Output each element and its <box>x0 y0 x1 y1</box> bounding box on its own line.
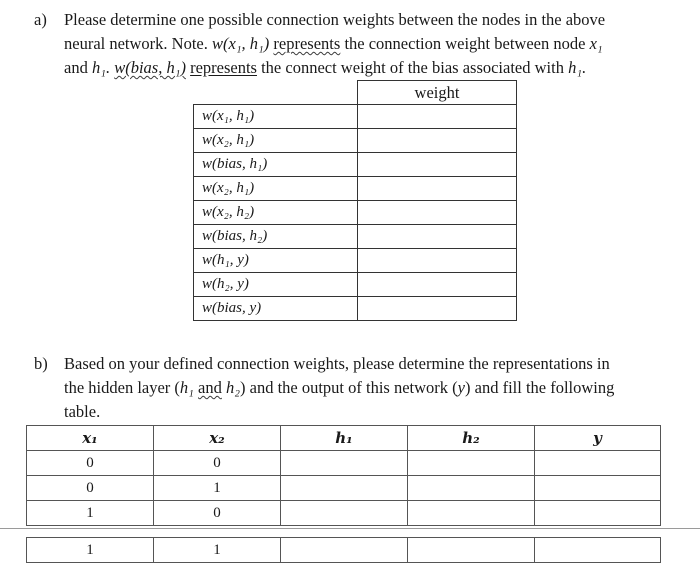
header-h1: h₁ <box>281 426 408 451</box>
header-h2: h₂ <box>408 426 535 451</box>
table-row <box>194 225 517 249</box>
header-x1: x₁ <box>27 426 154 451</box>
table-row <box>27 501 661 526</box>
question-b-line-1: Based on your defined connection weights, please determine the representations in <box>64 354 610 373</box>
truth-table-continued <box>26 537 661 563</box>
question-a-line-3: and h₁. w(bias, h₁) represents the connect weight of the bias associated with h₁. <box>64 58 587 77</box>
weight-value-cell[interactable] <box>358 201 517 225</box>
weight-key: w(bias, y) <box>194 297 358 321</box>
table-row <box>194 129 517 153</box>
weight-value-cell[interactable] <box>358 249 517 273</box>
weight-value-cell[interactable] <box>358 225 517 249</box>
question-a-line-2: neural network. Note. w(x₁, h₁) represents the connection weight between node x₁ <box>64 34 603 53</box>
table-row <box>194 273 517 297</box>
math-w-bias-h1: w(bias, h₁) <box>114 58 186 77</box>
weight-value-cell[interactable] <box>358 153 517 177</box>
question-b-label: b) <box>34 354 48 373</box>
weight-key: w(x₂, h₁) <box>194 177 358 201</box>
header-y: y <box>535 426 661 451</box>
weights-table <box>193 80 517 321</box>
header-x2: x₂ <box>154 426 281 451</box>
cell-x1: 1 <box>27 501 154 526</box>
question-b-line-2: the hidden layer (h₁ and h₂) and the output of this network (y) and fill the following <box>64 378 615 397</box>
table-row <box>194 297 517 321</box>
table-row <box>194 249 517 273</box>
table-row <box>27 538 661 563</box>
weight-key: w(x₁, h₁) <box>194 105 358 129</box>
weight-key: w(bias, h₂) <box>194 225 358 249</box>
cell-x2: 0 <box>154 501 281 526</box>
question-a <box>34 8 684 80</box>
cell-y[interactable] <box>535 476 661 501</box>
question-b-line-3: table. <box>64 402 101 421</box>
weight-value-cell[interactable] <box>358 297 517 321</box>
truth-table-header-row <box>27 426 661 451</box>
weight-value-cell[interactable] <box>358 273 517 297</box>
cell-h1[interactable] <box>281 451 408 476</box>
table-row <box>194 105 517 129</box>
cell-y[interactable] <box>535 451 661 476</box>
cell-h1[interactable] <box>281 501 408 526</box>
table-row <box>194 201 517 225</box>
cell-h1[interactable] <box>281 476 408 501</box>
cell-x1: 0 <box>27 476 154 501</box>
weight-value-cell[interactable] <box>358 177 517 201</box>
question-a-label: a) <box>34 10 47 29</box>
cell-x2: 1 <box>154 476 281 501</box>
cell-h2[interactable] <box>408 501 535 526</box>
cell-x2: 1 <box>154 538 281 563</box>
weight-key: w(x₂, h₂) <box>194 201 358 225</box>
weight-value-cell[interactable] <box>358 105 517 129</box>
weight-value-cell[interactable] <box>358 129 517 153</box>
table-row <box>194 153 517 177</box>
cell-x2: 0 <box>154 451 281 476</box>
question-b <box>34 352 684 424</box>
weight-header: weight <box>358 81 517 105</box>
cell-h2[interactable] <box>408 451 535 476</box>
cell-h2[interactable] <box>408 538 535 563</box>
table-row <box>27 451 661 476</box>
question-a-line-1: Please determine one possible connection weights between the nodes in the above <box>64 10 606 29</box>
weights-table-header-row <box>194 81 517 105</box>
cell-h1[interactable] <box>281 538 408 563</box>
page-break-divider <box>0 528 700 529</box>
cell-y[interactable] <box>535 501 661 526</box>
weight-key: w(bias, h₁) <box>194 153 358 177</box>
truth-table <box>26 425 661 526</box>
math-w-x1-h1: w(x₁, h₁) <box>212 34 270 53</box>
cell-y[interactable] <box>535 538 661 563</box>
weight-key: w(h₁, y) <box>194 249 358 273</box>
weight-key: w(x₂, h₁) <box>194 129 358 153</box>
table-row <box>194 177 517 201</box>
weight-key: w(h₂, y) <box>194 273 358 297</box>
cell-h2[interactable] <box>408 476 535 501</box>
cell-x1: 0 <box>27 451 154 476</box>
table-row <box>27 476 661 501</box>
cell-x1: 1 <box>27 538 154 563</box>
